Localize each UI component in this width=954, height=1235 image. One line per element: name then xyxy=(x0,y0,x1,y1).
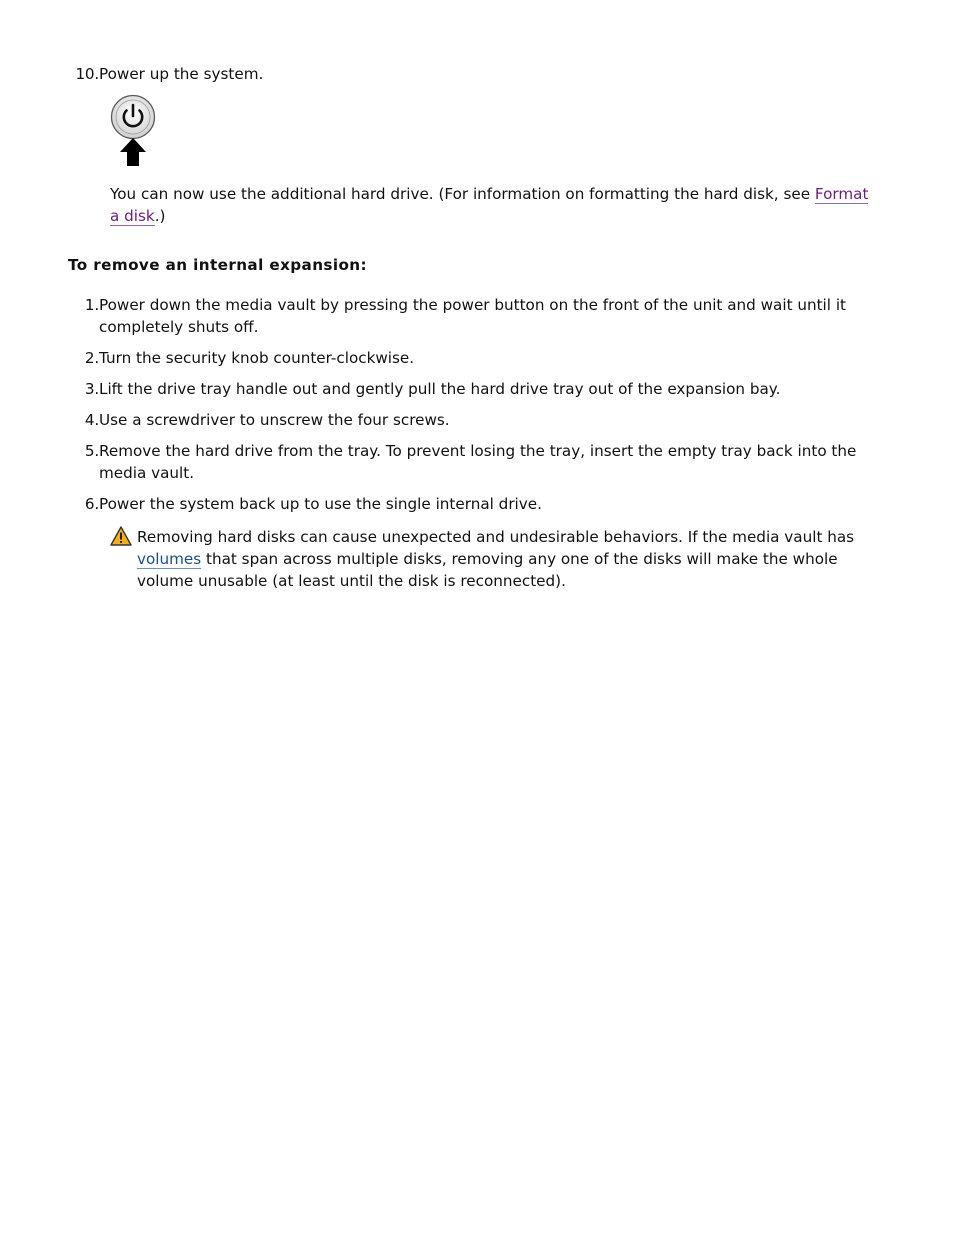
step-number: 1. xyxy=(84,296,99,314)
up-arrow-icon xyxy=(120,138,146,166)
warning-text xyxy=(137,526,870,592)
step-text xyxy=(99,63,872,85)
step-text: Power the system back up to use the single internal drive. xyxy=(99,495,542,513)
warning-note xyxy=(110,526,870,592)
list-item xyxy=(72,409,872,431)
volumes-link[interactable]: volumes xyxy=(137,550,202,568)
warning-text-end: that span across multiple disks, removing any one of the disks will make the whole volume unusable (at least until the disk is reconnected). xyxy=(137,550,838,590)
step-number: 6. xyxy=(84,495,99,513)
additional-drive-paragraph xyxy=(110,183,870,227)
step-text: Power down the media vault by pressing the power button on the front of the unit and wait until it completely shuts off. xyxy=(99,296,846,336)
step-number: 2. xyxy=(84,349,99,367)
power-button-figure xyxy=(110,94,158,168)
list-item xyxy=(72,378,872,400)
list-item xyxy=(72,294,872,338)
paragraph-text-end: .) xyxy=(154,207,166,225)
list-item xyxy=(72,440,872,484)
step-text: Lift the drive tray handle out and gently pull the hard drive tray out of the expansion bay. xyxy=(99,380,781,398)
step-number: 5. xyxy=(84,442,99,460)
power-button-icon xyxy=(110,94,158,168)
warning-icon xyxy=(110,526,132,546)
step-text: Remove the hard drive from the tray. To prevent losing the tray, insert the empty tray back into the media vault. xyxy=(99,442,857,482)
step-text: Use a screwdriver to unscrew the four screws. xyxy=(99,411,450,429)
step-text: Turn the security knob counter-clockwise. xyxy=(99,349,415,367)
list-item xyxy=(72,493,872,515)
removal-steps-list xyxy=(72,294,872,524)
list-item xyxy=(72,347,872,369)
step-10-text: Power up the system. xyxy=(99,65,264,83)
step-number: 3. xyxy=(84,380,99,398)
warning-text-start: Removing hard disks can cause unexpected and undesirable behaviors. If the media vault has xyxy=(137,528,855,546)
step-10 xyxy=(72,63,872,85)
paragraph-text: You can now use the additional hard drive. (For information on formatting the hard disk, see xyxy=(110,185,815,203)
section-heading: To remove an internal expansion: xyxy=(68,256,367,274)
step-number: 10. xyxy=(75,65,99,83)
step-number: 4. xyxy=(84,411,99,429)
format-a-disk-link[interactable]: Format a disk xyxy=(110,185,869,225)
